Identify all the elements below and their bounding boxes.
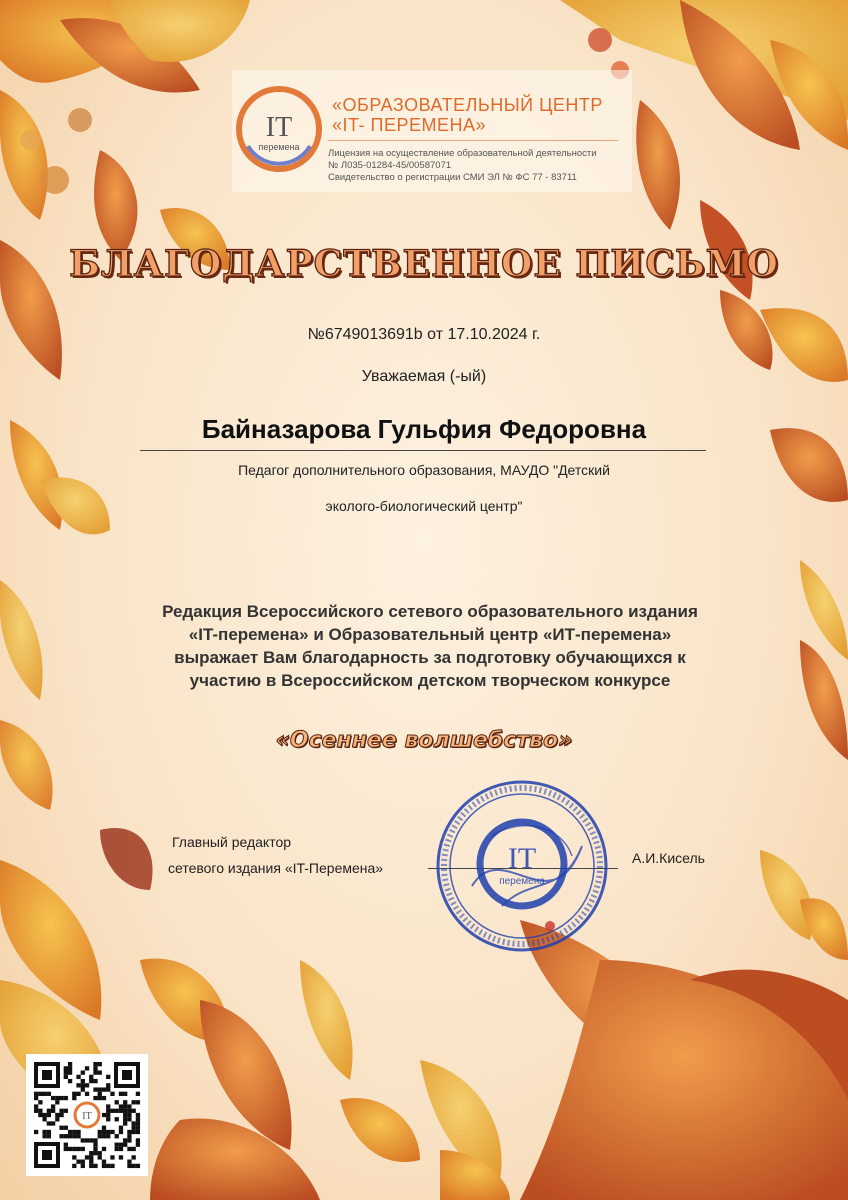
gratitude-text-line: участию в Всероссийском детском творческом конкурсе [189,671,671,690]
organization-name [332,95,603,135]
signer-role-line2: сетевого издания «IT-Перемена» [168,860,384,876]
recipient-position-line1: Педагог дополнительного образования, МАУДО "Детский [238,462,610,478]
recipient-underline [140,450,706,451]
signer-name: А.И.Кисель [632,850,705,866]
document-title: БЛАГОДАРСТВЕННОЕ ПИСЬМО [69,243,779,285]
greeting: Уважаемая (-ый) [361,368,487,385]
media-registration: Свидетельство о регистрации СМИ ЭЛ № ФС 77 - 83711 [328,172,577,183]
svg-text:IT: IT [507,842,537,875]
recipient-position-line2: эколого-биологический центр" [325,498,523,514]
official-stamp-icon [432,776,612,956]
gratitude-text-line: «IT-перемена» и Образовательный центр «ИТ-перемена» [188,625,672,644]
signer-role-line1: Главный редактор [172,834,292,850]
organization-name-line1: «ОБРАЗОВАТЕЛЬНЫЙ ЦЕНТР [332,95,603,115]
license-number: № Л035-01284-45/00587071 [328,160,452,171]
svg-text:IT: IT [82,1111,92,1122]
recipient-name: Байназарова Гульфия Федоровна [201,414,647,444]
gratitude-text-line: Редакция Всероссийского сетевого образовательного издания [162,602,698,621]
gratitude-text-line: выражает Вам благодарность за подготовку обучающихся к [174,648,686,667]
svg-text:перемена: перемена [258,142,300,152]
organization-divider [328,140,618,141]
contest-name: «Осеннее волшебство» [275,728,573,753]
gratitude-text [90,600,770,692]
svg-text:перемена: перемена [499,876,545,887]
license-line: Лицензия на осуществление образовательной деятельности [328,148,597,159]
svg-text:IT: IT [265,112,293,143]
document-number-date: №6749013691b от 17.10.2024 г. [307,326,541,343]
it-peremena-logo-icon [236,86,322,172]
organization-name-line2: «IT- ПЕРЕМЕНА» [332,115,486,135]
qr-code[interactable] [26,1054,148,1176]
